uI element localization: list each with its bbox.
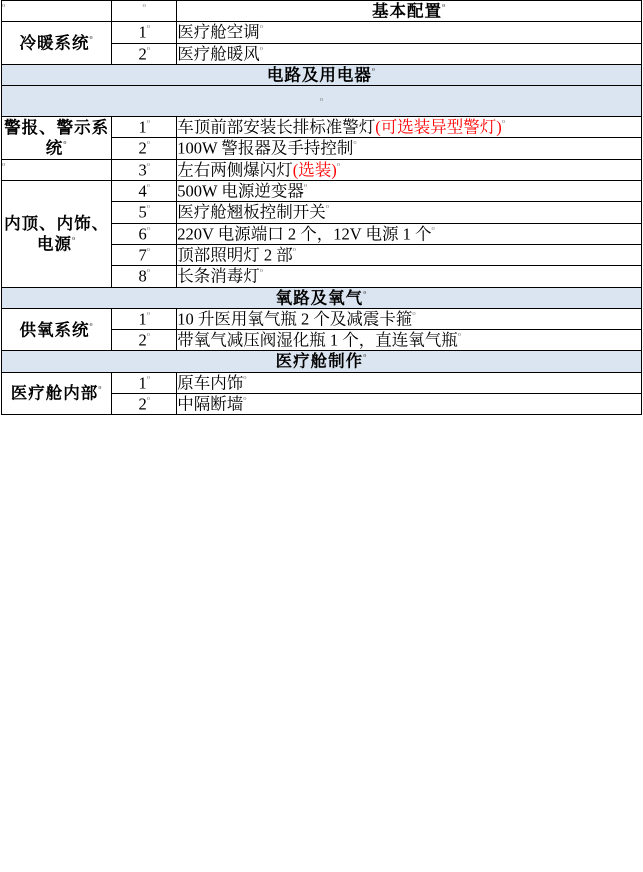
field-marker-icon: ᵒ: [146, 372, 150, 385]
header-cell-blank-1: [2, 1, 112, 22]
category-label: 冷暖系统: [19, 33, 90, 53]
row-number: [112, 138, 177, 159]
category-cell: [2, 22, 112, 65]
row-description-text: 带氧气减压阀湿化瓶 1 个，直连氧气瓶: [177, 330, 458, 350]
row-description: [177, 308, 642, 329]
field-marker-icon: ᵒ: [89, 319, 94, 332]
field-marker-icon: ᵒ: [146, 308, 150, 321]
row-description: [177, 117, 642, 138]
row-description: [177, 22, 642, 43]
field-marker-icon: ᵒ: [63, 137, 68, 150]
field-marker-icon: ᵒ: [363, 351, 368, 364]
row-description: [177, 244, 642, 265]
field-marker-icon: ᵒ: [146, 117, 150, 130]
section-header-text: 电路及用电器: [266, 65, 372, 85]
row-number-text: 6: [138, 224, 147, 244]
row-description: [177, 159, 642, 180]
row-number-text: 2: [138, 44, 147, 64]
field-marker-icon: ᵒ: [146, 244, 150, 257]
row-description-text: 500W 电源逆变器: [177, 181, 304, 201]
table-header-row: [2, 1, 642, 22]
row-number-text: 2: [138, 138, 147, 158]
header-cell-blank-2: [112, 1, 177, 22]
table-row: [2, 372, 642, 393]
field-marker-icon: ᵒ: [146, 43, 150, 56]
row-description-optional: (选装): [292, 160, 337, 180]
field-marker-icon: ᵒ: [2, 1, 6, 13]
section-header: [2, 287, 642, 308]
field-marker-icon: ᵒ: [142, 1, 146, 13]
row-description-optional: (可选装异型警灯): [375, 117, 502, 137]
category-label: 医疗舱内部: [10, 383, 99, 403]
category-label: 警报、警示系统: [4, 117, 110, 158]
field-marker-icon: ᵒ: [303, 181, 308, 194]
row-number-text: 5: [138, 202, 147, 222]
row-description-text: 左右两侧爆闪灯: [177, 160, 293, 180]
row-description: [177, 181, 642, 202]
field-marker-icon: ᵒ: [89, 32, 94, 45]
field-marker-icon: ᵒ: [98, 383, 103, 396]
row-description: [177, 43, 642, 64]
row-number: [112, 244, 177, 265]
field-marker-icon: ᵒ: [146, 330, 150, 343]
row-number: [112, 394, 177, 415]
row-number: [112, 117, 177, 138]
row-number: [112, 43, 177, 64]
field-marker-icon: ᵒ: [363, 287, 368, 300]
row-description-text: 医疗舱翘板控制开关: [177, 202, 326, 222]
field-marker-icon: ᵒ: [292, 244, 296, 257]
row-number-text: 1: [138, 117, 147, 137]
row-number: [112, 223, 177, 244]
row-number-text: 4: [138, 181, 147, 201]
table-row: [2, 181, 642, 202]
row-description: [177, 138, 642, 159]
row-number: [112, 330, 177, 351]
field-marker-icon: ᵒ: [319, 94, 324, 107]
field-marker-icon: ᵒ: [501, 117, 505, 130]
section-row: [2, 287, 642, 308]
section-header: [2, 64, 642, 85]
table-row: [2, 117, 642, 138]
category-cell: [2, 308, 112, 351]
field-marker-icon: ᵒ: [431, 223, 435, 236]
row-description-text: 10 升医用氧气瓶 2 个及减震卡箍: [177, 309, 413, 329]
field-marker-icon: ᵒ: [146, 181, 150, 194]
field-marker-icon: ᵒ: [412, 308, 416, 321]
field-marker-icon: ᵒ: [353, 138, 357, 151]
category-cell: [2, 117, 112, 160]
row-number-text: 3: [138, 160, 147, 180]
section-header-text: 医疗舱制作: [275, 351, 364, 371]
section-row: [2, 64, 642, 85]
row-number-text: 1: [138, 309, 147, 329]
table-title-text: 基本配置: [372, 1, 443, 21]
row-description-text: 中隔断墙: [177, 394, 244, 414]
table-row: [2, 159, 642, 180]
section-header: [2, 351, 642, 372]
field-marker-icon: ᵒ: [325, 202, 329, 215]
field-marker-icon: ᵒ: [243, 372, 247, 385]
field-marker-icon: ᵒ: [72, 233, 77, 246]
row-description: [177, 266, 642, 287]
row-number: [112, 372, 177, 393]
field-marker-icon: ᵒ: [243, 394, 247, 407]
row-description-text: 原车内饰: [177, 373, 244, 393]
row-number: [112, 202, 177, 223]
field-marker-icon: ᵒ: [146, 266, 150, 279]
row-number-text: 2: [138, 330, 147, 350]
row-description: [177, 330, 642, 351]
row-number: [112, 22, 177, 43]
row-description-text: 医疗舱空调: [177, 22, 260, 42]
row-number-text: 7: [138, 245, 147, 265]
category-cell: [2, 372, 112, 415]
section-blank: [2, 86, 642, 117]
field-marker-icon: ᵒ: [146, 22, 150, 35]
category-cell-empty: [2, 159, 112, 180]
category-cell: [2, 181, 112, 287]
row-description: [177, 223, 642, 244]
row-description-text: 车顶前部安装长排标准警灯: [177, 117, 376, 137]
field-marker-icon: ᵒ: [259, 22, 263, 35]
field-marker-icon: ᵒ: [259, 266, 263, 279]
row-description-text: 顶部照明灯 2 部: [177, 245, 293, 265]
row-description: [177, 394, 642, 415]
field-marker-icon: ᵒ: [146, 394, 150, 407]
table-title: [177, 1, 642, 22]
row-description: [177, 202, 642, 223]
field-marker-icon: ᵒ: [146, 223, 150, 236]
table-row: [2, 22, 642, 43]
section-header-text: 氧路及氧气: [275, 288, 364, 308]
field-marker-icon: ᵒ: [336, 159, 340, 172]
row-description-text: 长条消毒灯: [177, 266, 260, 286]
configuration-table: [1, 0, 642, 415]
row-description-text: 100W 警报器及手持控制: [177, 138, 354, 158]
row-number: [112, 308, 177, 329]
row-description-text: 医疗舱暖风: [177, 44, 260, 64]
row-number: [112, 181, 177, 202]
row-number: [112, 159, 177, 180]
row-description: [177, 372, 642, 393]
field-marker-icon: ᵒ: [146, 159, 150, 172]
row-number-text: 1: [138, 373, 147, 393]
table-row: [2, 308, 642, 329]
row-number-text: 2: [138, 394, 147, 414]
category-label: 内顶、内饰、电源: [4, 213, 110, 254]
row-number: [112, 266, 177, 287]
section-row: [2, 351, 642, 372]
field-marker-icon: ᵒ: [2, 159, 6, 172]
category-label: 供氧系统: [19, 320, 90, 339]
field-marker-icon: ᵒ: [442, 1, 447, 13]
row-number-text: 1: [138, 22, 147, 42]
field-marker-icon: ᵒ: [146, 202, 150, 215]
field-marker-icon: ᵒ: [457, 330, 461, 343]
section-row-blank: [2, 86, 642, 117]
field-marker-icon: ᵒ: [371, 64, 377, 77]
row-description-text: 220V 电源端口 2 个，12V 电源 1 个: [177, 224, 432, 244]
row-number-text: 8: [138, 266, 147, 286]
field-marker-icon: ᵒ: [259, 43, 263, 56]
field-marker-icon: ᵒ: [146, 138, 150, 151]
